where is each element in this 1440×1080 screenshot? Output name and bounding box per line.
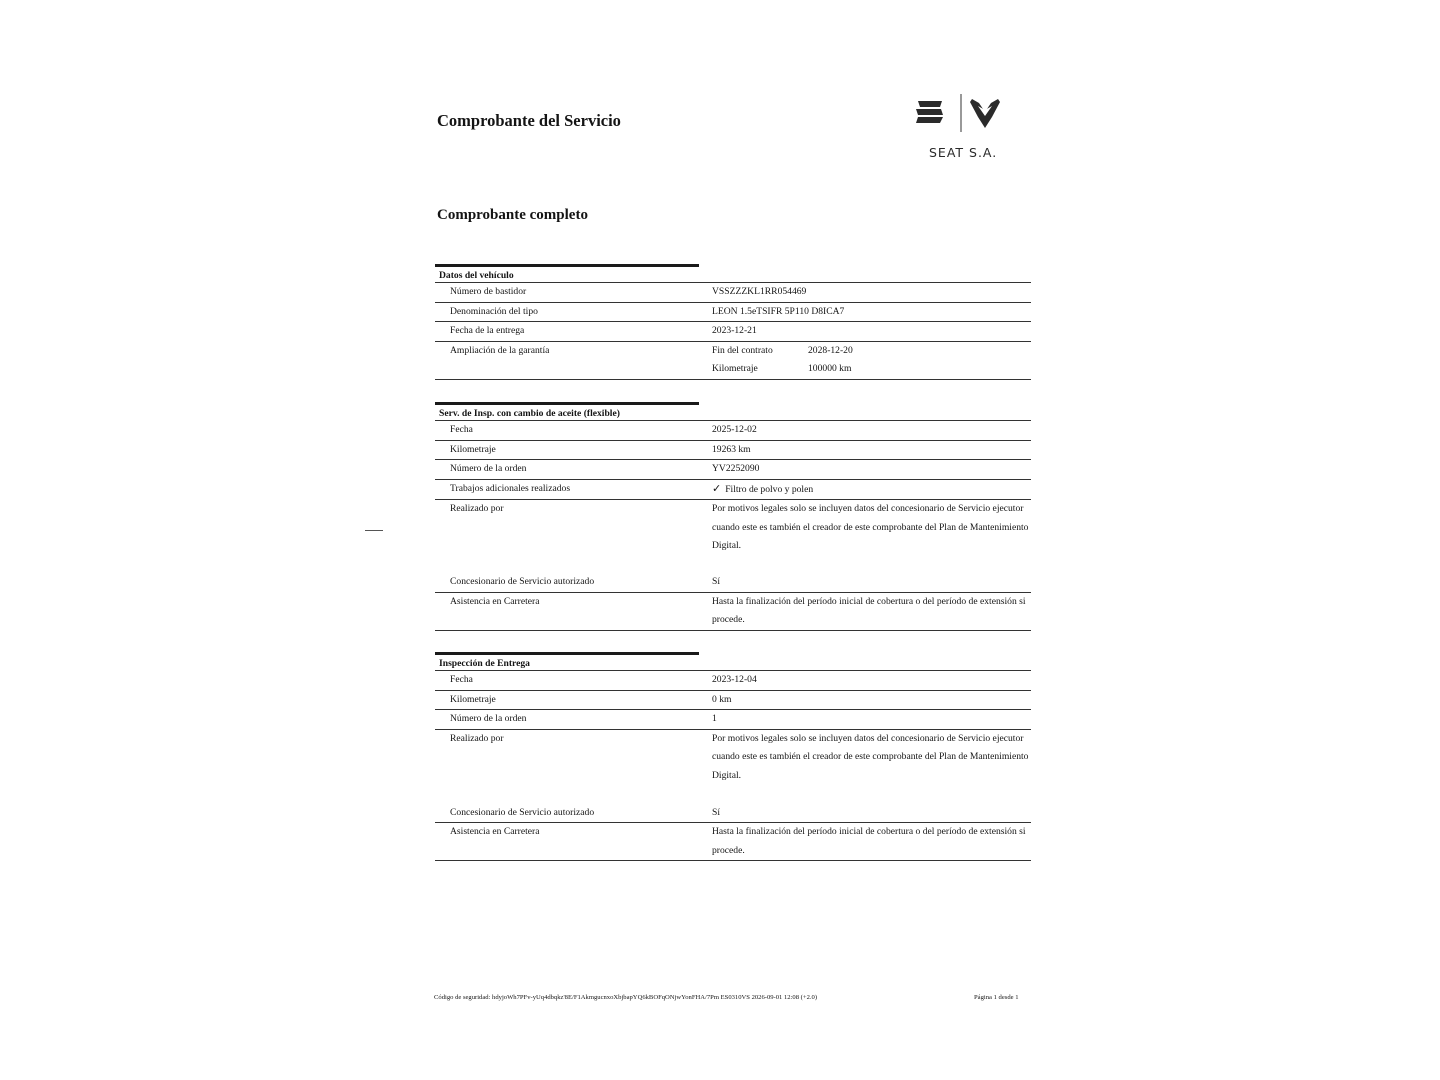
table-row: Número de la orden 1 [435,710,1031,730]
table-row: Número de bastidor VSSZZZKL1RR054469 [435,283,1031,303]
table-row: Realizado por Por motivos legales solo se incluyen datos del concesionario de Servicio ejecutor cuando este es también el creador de este comprobante del Plan de Mantenimiento Digital. [450,503,1029,551]
brand-logo [912,92,1012,164]
checkmark-icon: ✓ [712,481,722,495]
document-title: Comprobante del Servicio [437,111,621,130]
seat-logo-icon [912,92,1012,142]
section-heading: Inspección de Entrega [439,658,530,669]
table-row: Concesionario de Servicio autorizado Sí [435,573,1031,593]
security-code: Código de seguridad: hdyjoWh7PFv-yUq4dbqkz'8E/F1AkmgucnxoXbjbapYQ6kBOFqONjwYonFHA/7Pm ES0310VS 2026-09-01 12:08 (+2.0) [434,994,818,1001]
table-row: Kilometraje 19263 km [435,441,1031,461]
warranty-row: Ampliación de la garantía Fin del contrato 2028-12-20 Kilometraje 100000 km [435,342,1031,380]
table-row: Número de la orden YV2252090 [435,460,1031,480]
table-row: Trabajos adicionales realizados ✓ Filtro de polvo y polen [435,480,1031,501]
margin-mark [365,530,383,531]
section-heading: Datos del vehículo [439,270,514,281]
table-row: Fecha 2025-12-02 [435,421,1031,441]
document-subtitle: Comprobante completo [437,207,588,223]
vehicle-section [435,264,1031,380]
table-row: Fecha 2023-12-04 [435,671,1031,691]
table-row: Denominación del tipo LEON 1.5eTSIFR 5P110 D8ICA7 [435,303,1031,323]
table-row: Realizado por Por motivos legales solo se incluyen datos del concesionario de Servicio ejecutor cuando este es también el creador de este comprobante del Plan de Mantenimiento Digital. [450,732,1029,781]
delivery-section [435,652,1031,861]
table-row: Kilometraje 0 km [435,691,1031,711]
page-number: Página 1 desde 1 [974,994,1019,1001]
service-section [435,402,1031,631]
table-row: Asistencia en Carretera Hasta la finalización del período inicial de cobertura o del período de extensión si procede. [435,823,1031,861]
table-row: Fecha de la entrega 2023-12-21 [435,322,1031,342]
section-heading: Serv. de Insp. con cambio de aceite (flexible) [439,408,620,419]
cupra-logo-icon [970,99,1000,128]
brand-name: SEAT S.A. [929,145,998,160]
table-row: Concesionario de Servicio autorizado Sí [435,804,1031,824]
table-row: Asistencia en Carretera Hasta la finalización del período inicial de cobertura o del período de extensión si procede. [435,593,1031,631]
